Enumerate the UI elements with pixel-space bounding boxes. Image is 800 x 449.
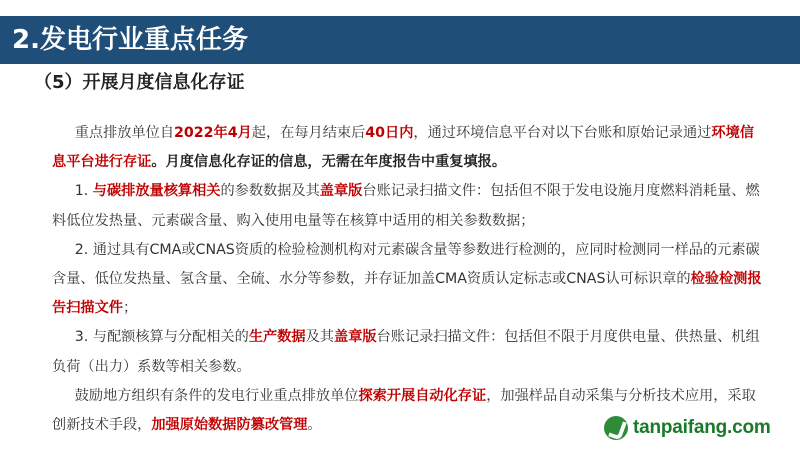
item-2	[52, 236, 762, 324]
emphasis-text: 加强原始数据防篡改管理	[151, 417, 308, 434]
intro-text: 。	[151, 154, 166, 171]
item-text: 与配额核算与分配相关的	[92, 329, 249, 346]
closing-text: 鼓励地方组织有条件的发电行业重点排放单位	[74, 387, 359, 404]
item-text: 台账记录扫描文件：包括但不限于发电设施月度燃料消耗量、燃料低位发热量、元素碳含量、购入使用电量等在核算中适用的相关参数数据；	[52, 183, 760, 229]
item-text: ；	[122, 300, 138, 317]
logo-text: tanpaifang.com	[633, 417, 771, 438]
closing-text: 。	[307, 417, 322, 434]
emphasis-text: 盖章版	[319, 183, 363, 200]
bold-note: 月度信息化存证的信息，无需在年度报告中重复填报。	[165, 154, 507, 171]
emphasis-text: 盖章版	[334, 329, 377, 346]
start-date: 2022年4月	[174, 125, 252, 141]
page-title: 2.发电行业重点任务	[12, 25, 248, 55]
emphasis-text: 生产数据	[248, 329, 306, 346]
item-number: 2.	[74, 241, 93, 258]
body-text	[52, 119, 762, 440]
intro-text: 起，在每月结束后	[251, 125, 366, 141]
deadline-days: 40日内	[365, 125, 414, 141]
site-logo[interactable]	[604, 415, 771, 441]
emphasis-text: 探索开展自动化存证	[358, 387, 487, 404]
item-number: 3.	[74, 329, 93, 346]
item-text: 的参数数据及其	[220, 183, 320, 200]
intro-text: ，通过环境信息平台对以下台账和原始记录通过	[413, 125, 712, 141]
title-bar	[0, 16, 800, 64]
intro-text: 重点排放单位自	[74, 125, 175, 141]
section-subtitle: （5）开展月度信息化存证	[34, 72, 245, 93]
closing-text: ，加强样品自动采集与分析技术应用，采取创新技术手段，	[52, 387, 756, 434]
item-text: 台账记录扫描文件：包括但不限于月度供电量、供热量、机组负荷（出力）系数等相关参数。	[52, 329, 760, 375]
item-text: 及其	[305, 329, 334, 346]
leaf-logo-icon	[604, 416, 628, 440]
item-number: 1.	[74, 183, 93, 200]
intro-paragraph	[52, 119, 762, 177]
item-1	[52, 177, 762, 235]
item-3	[52, 323, 762, 381]
emphasis-text: 环境信息平台进行存证	[52, 125, 754, 171]
emphasis-text: 检验检测报告扫描文件	[52, 271, 762, 317]
emphasis-text: 与碳排放量核算相关	[92, 183, 221, 200]
item-text: 通过具有CMA或CNAS资质的检验检测机构对元素碳含量等参数进行检测的，应同时检测同一样品的元素碳含量、低位发热量、氢含量、全硫、水分等参数，并存证加盖CMA资质认定标志或CNAS认可标识章的	[52, 241, 760, 288]
